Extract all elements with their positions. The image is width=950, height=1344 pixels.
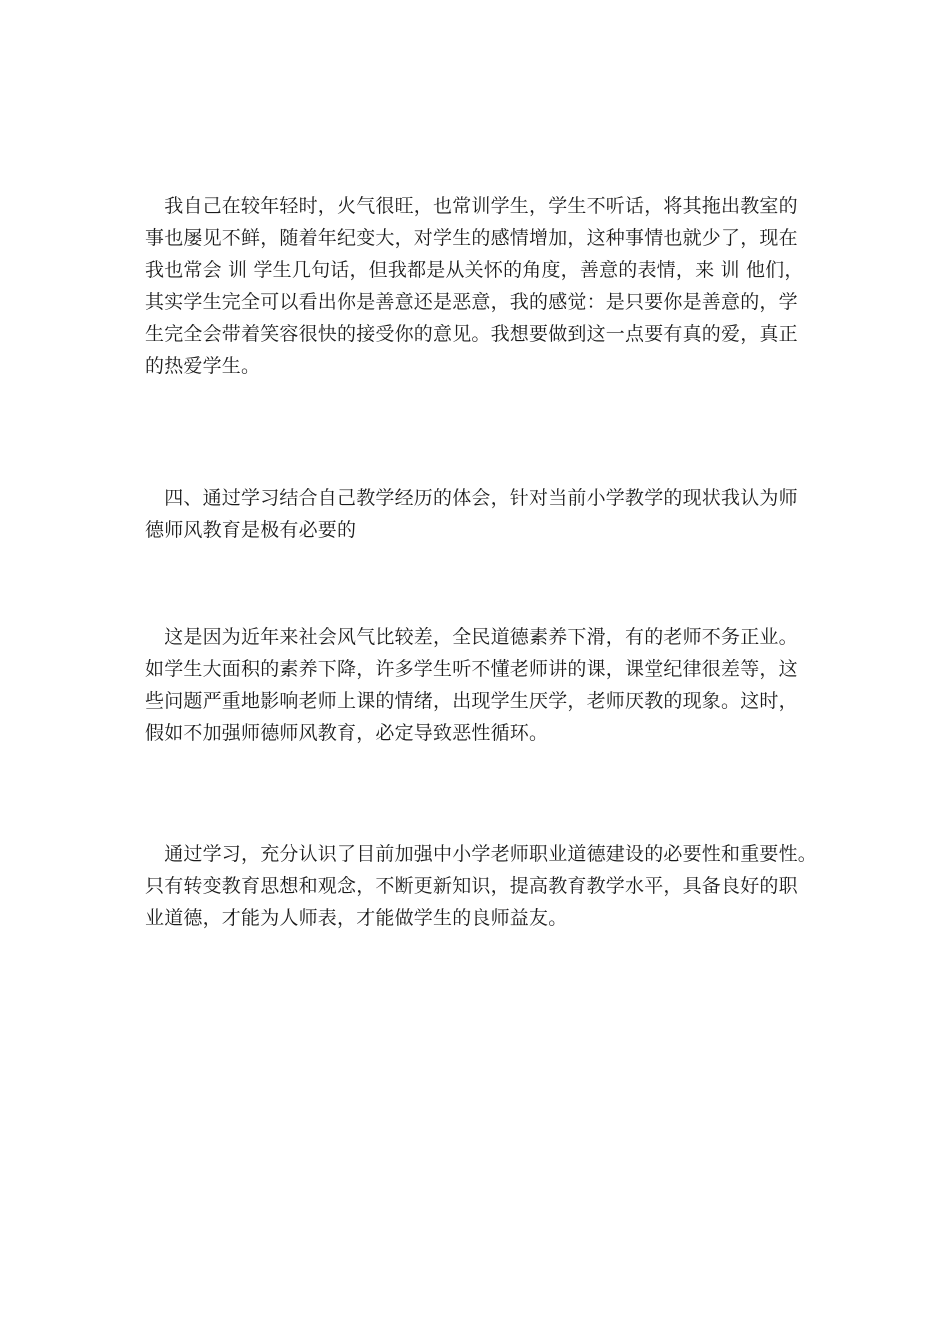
paragraph-line: 这是因为近年来社会风气比较差，全民道德素养下滑，有的老师不务正业。 <box>145 626 798 648</box>
paragraph-line: 我自己在较年轻时，火气很旺，也常训学生，学生不听话，将其拖出教室的 <box>145 195 798 217</box>
section-heading-4 <box>145 482 825 546</box>
paragraph-line: 些问题严重地影响老师上课的情绪，出现学生厌学，老师厌教的现象。这时， <box>145 690 798 712</box>
paragraph-line: 事也屡见不鲜，随着年纪变大，对学生的感情增加，这种事情也就少了，现在 <box>145 227 798 249</box>
paragraph-4 <box>145 838 825 934</box>
paragraph-line: 如学生大面积的素养下降，许多学生听不懂老师讲的课，课堂纪律很差等，这 <box>145 658 798 680</box>
paragraph-3 <box>145 621 825 749</box>
paragraph-line: 四、通过学习结合自己教学经历的体会，针对当前小学教学的现状我认为师 <box>145 487 798 509</box>
paragraph-line: 生完全会带着笑容很快的接受你的意见。我想要做到这一点要有真的爱，真正 <box>145 323 798 345</box>
paragraph-line: 只有转变教育思想和观念，不断更新知识，提高教育教学水平，具备良好的职 <box>145 875 798 897</box>
paragraph-line: 业道德，才能为人师表，才能做学生的良师益友。 <box>145 907 568 929</box>
paragraph-1 <box>145 190 825 382</box>
paragraph-line: 的热爱学生。 <box>145 355 261 377</box>
paragraph-line: 其实学生完全可以看出你是善意还是恶意，我的感觉：是只要你是善意的，学 <box>145 291 798 313</box>
paragraph-line: 我也常会 训 学生几句话，但我都是从关怀的角度，善意的表情，来 训 他们， <box>145 259 804 281</box>
paragraph-line: 德师风教育是极有必要的 <box>145 519 357 541</box>
paragraph-line: 假如不加强师德师风教育，必定导致恶性循环。 <box>145 722 549 744</box>
paragraph-line: 通过学习，充分认识了目前加强中小学老师职业道德建设的必要性和重要性。 <box>145 843 818 865</box>
